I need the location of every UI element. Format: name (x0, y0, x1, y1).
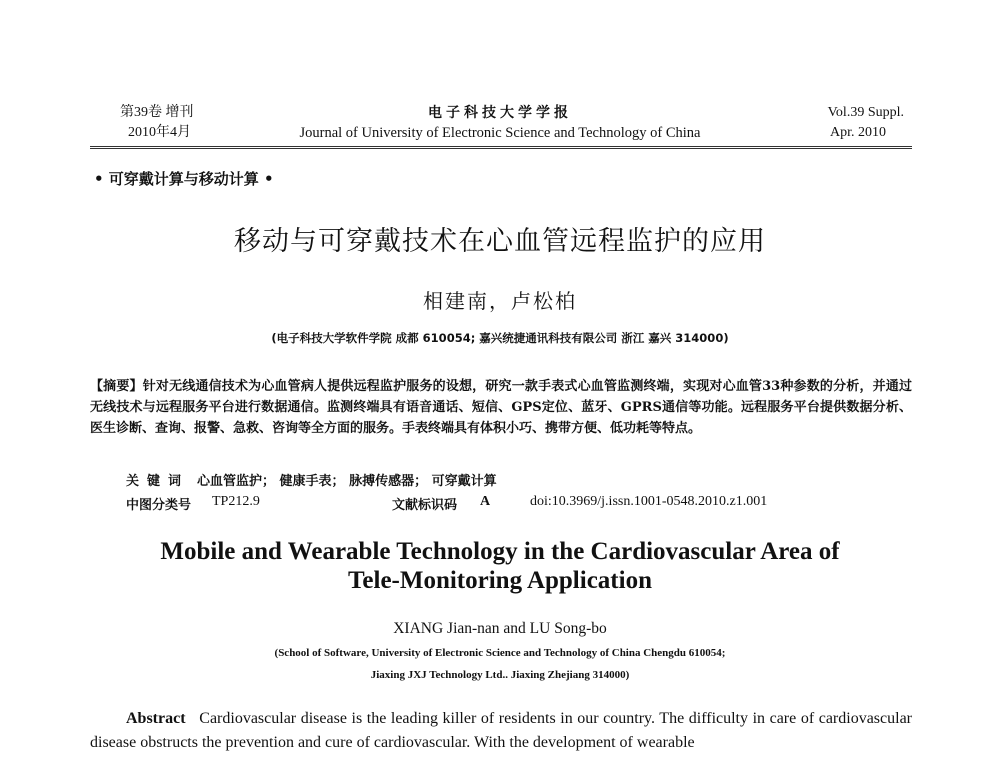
classification-label: 中图分类号 (126, 498, 192, 513)
affiliation-cn: (电子科技大学软件学院 成都 610054; 嘉兴统捷通讯科技有限公司 浙江 嘉兴 314000) (271, 331, 729, 345)
doi: doi:10.3969/j.issn.1001-0548.2010.z1.001 (530, 494, 768, 509)
issue-date-en: Apr. 2010 (830, 125, 886, 140)
abstract-label-cn: 【摘要】 (90, 379, 143, 394)
abstract-cn (90, 376, 912, 439)
affiliation-en-line1: (School of Software, University of Electronic Science and Technology of China Chengdu 610054; (274, 647, 726, 659)
authors-cn: 相建南，卢松柏 (423, 289, 577, 313)
doc-id-label: 文献标识码 (392, 498, 458, 513)
keywords-cn: 心血管监护； 健康手表； 脉搏传感器； 可穿戴计算 (197, 474, 497, 489)
keywords-label-cn: 关键词 (126, 474, 190, 489)
paper-title-cn: 移动与可穿戴技术在心血管远程监护的应用 (234, 226, 766, 257)
classification-code: TP212.9 (212, 494, 260, 509)
paper-title-en-text: Mobile and Wearable Technology in the Cardiovascular Area of Tele-Monitoring Application (160, 538, 840, 594)
doc-id-code: A (480, 494, 491, 509)
journal-name-cn: 电子科技大学学报 (428, 105, 572, 121)
abstract-text-cn: 针对无线通信技术为心血管病人提供远程监护服务的设想，研究一款手表式心血管监测终端，实现对心血管33种参数的分析，并通过无线技术与远程服务平台进行数据通信。监测终端具有语音通话、短信、GPS定位、蓝牙、GPRS通信等功能。远程服务平台提供数据分析、医生诊断、查询、报警、急救、咨询等全方面的服务。手表终端具有体积小巧、携带方便、低功耗等特点。 (90, 379, 912, 436)
abstract-text-en: Cardiovascular disease is the leading killer of residents in our country. The difficulty in care of cardiovascular disease obstructs the prevention and cure of cardiovascular. With the development of wearable (90, 710, 912, 751)
abstract-en (90, 707, 912, 755)
issue-date-cn: 2010年4月 (128, 125, 191, 140)
header-rule (90, 146, 912, 147)
keywords-row-cn (126, 470, 497, 489)
authors-en: XIANG Jian-nan and LU Song-bo (393, 620, 607, 637)
header-rule-double (90, 148, 912, 149)
affiliation-en-line2: Jiaxing JXJ Technology Ltd.. Jiaxing Zhejiang 314000) (370, 669, 630, 681)
abstract-label-en: Abstract (126, 710, 186, 727)
volume-suppl-en: Vol.39 Suppl. (827, 105, 904, 120)
journal-name-en: Journal of University of Electronic Science and Technology of China (299, 125, 701, 141)
volume-issue: 第39卷 增刊 (120, 105, 194, 120)
paper-title-en (0, 537, 1000, 595)
section-label: • 可穿戴计算与移动计算 • (94, 170, 274, 188)
